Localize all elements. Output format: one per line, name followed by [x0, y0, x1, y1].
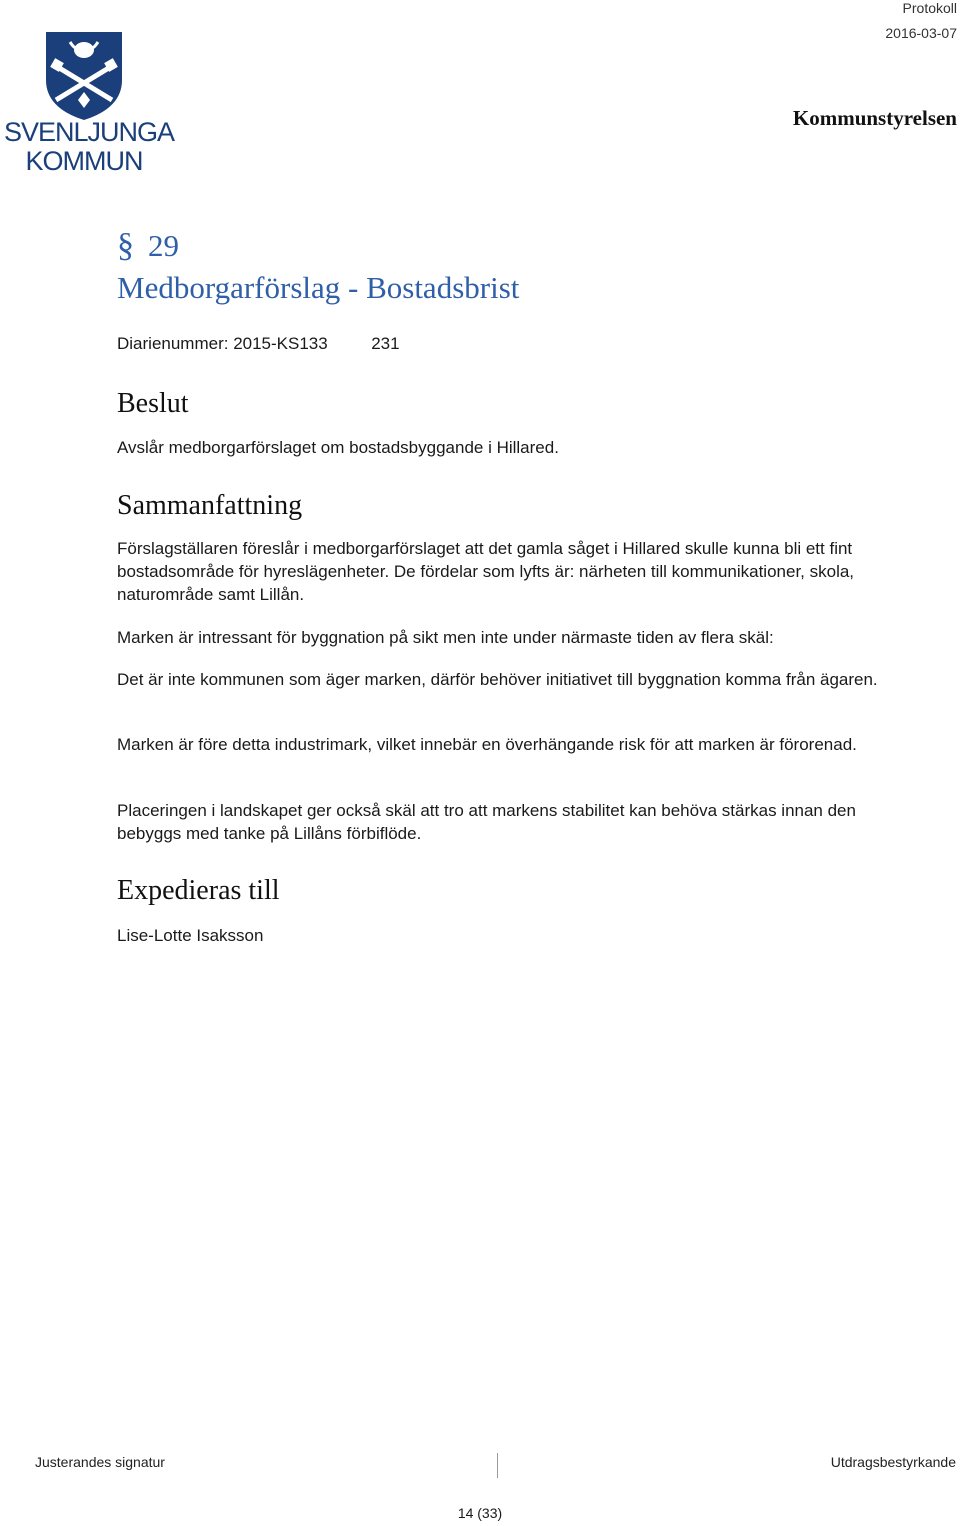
diarie-label: Diarienummer: 2015-KS133	[117, 334, 328, 353]
summary-paragraph-1	[117, 537, 887, 606]
summary-paragraph-2: Marken är intressant för byggnation på sikt men inte under närmaste tiden av flera skäl:	[117, 628, 774, 647]
footer-signature-label: Justerandes signatur	[35, 1454, 165, 1470]
diarie-number	[117, 334, 400, 354]
beslut-text: Avslår medborgarförslaget om bostadsbyggande i Hillared.	[117, 438, 559, 457]
logo-line-2: KOMMUN	[25, 146, 143, 176]
logo-line-1: SVENLJUNGA	[4, 117, 175, 147]
board-name: Kommunstyrelsen	[792, 106, 957, 130]
summary-p1: Förslagställaren föreslår i medborgarförslaget att det gamla såget i Hillared skulle kunna bli ett fint bostadsområde för hyreslägenheter. De fördelar som lyfts är: närheten till kommunikationer, skola, naturområde samt Lillån.	[117, 539, 855, 604]
coat-of-arms-icon	[4, 28, 164, 123]
doc-type: Protokoll	[902, 0, 957, 16]
footer-extract-label: Utdragsbestyrkande	[830, 1454, 956, 1470]
heading-sammanfattning: Sammanfattning	[117, 490, 303, 521]
section-symbol: §	[117, 227, 134, 264]
page-number: 14 (33)	[457, 1505, 503, 1521]
section-number: 29	[148, 228, 179, 263]
summary-paragraph-4: Marken är före detta industrimark, vilket innebär en överhängande risk för att marken är förorenad.	[117, 735, 857, 754]
logo-wordmark	[4, 117, 175, 176]
diarie-extra: 231	[371, 334, 400, 353]
summary-paragraph-3: Det är inte kommunen som äger marken, därför behöver initiativet till byggnation komma från ägaren.	[117, 670, 878, 689]
meeting-date: 2016-03-07	[885, 25, 957, 41]
heading-beslut: Beslut	[117, 388, 189, 419]
footer-divider	[497, 1453, 498, 1478]
heading-expedieras: Expedieras till	[117, 875, 280, 906]
summary-paragraph-5: Placeringen i landskapet ger också skäl att tro att markens stabilitet kan behöva stärkas innan den bebyggs med tanke på Lillåns förbiflöde.	[117, 801, 856, 843]
recipient: Lise-Lotte Isaksson	[117, 926, 264, 945]
section-title: Medborgarförslag - Bostadsbrist	[117, 270, 520, 305]
